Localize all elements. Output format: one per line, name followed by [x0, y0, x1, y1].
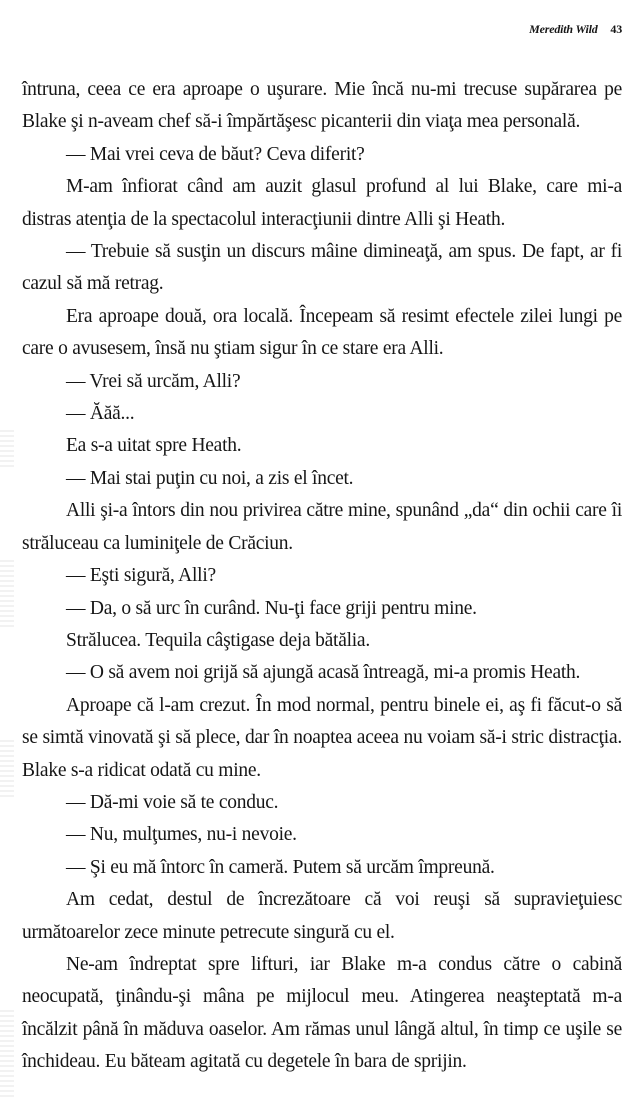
paragraph: Ne-am îndreptat spre lifturi, iar Blake m-a condus către o cabină neocupată, ţinându-şi mâna pe mijlocul meu. Atingerea neaşteptată m-a încălzit până în măduva oaselor. Am rămas unul lângă altul, în timp ce uşile se închideau. Eu băteam agitată cu degetele în bara de sprijin. — [22, 953, 622, 1073]
paragraph: întruna, ceea ce era aproape o uşurare. Mie încă nu-mi trecuse supărarea pe Blake şi n-aveam chef să-i împărtăşesc picanterii din viaţa mea personală. — [22, 79, 622, 133]
paragraph: — Eşti sigură, Alli? — [66, 565, 216, 587]
body-text — [22, 74, 622, 1079]
paragraph: Ea s-a uitat spre Heath. — [66, 435, 242, 457]
paragraph: — Dă-mi voie să te conduc. — [66, 791, 279, 813]
paragraph: — Mai stai puţin cu noi, a zis el încet. — [66, 467, 354, 489]
page-number: 43 — [610, 22, 622, 36]
paragraph: — Trebuie să susţin un discurs mâine dimineaţă, am spus. De fapt, ar fi cazul să mă retrag. — [22, 241, 622, 295]
scan-smudge — [0, 560, 14, 630]
paragraph: Strălucea. Tequila câştigase deja bătălia. — [66, 629, 370, 651]
paragraph: M-am înfiorat când am auzit glasul profund al lui Blake, care mi-a distras atenţia de la spectacolul interacţiunii dintre Alli şi Heath. — [22, 176, 622, 230]
paragraph: — Nu, mulţumes, nu-i nevoie. — [66, 824, 297, 846]
paragraph: Aproape că l-am crezut. În mod normal, pentru binele ei, aş fi făcut-o să se simtă vinovată şi să plece, dar în noaptea aceea nu voiam să-i stric distracţia. Blake s-a ridicat odată cu mine. — [22, 694, 622, 781]
paragraph: — O să avem noi grijă să ajungă acasă întreagă, mi-a promis Heath. — [66, 662, 581, 684]
header-author: Meredith Wild — [529, 22, 598, 36]
paragraph: — Mai vrei ceva de băut? Ceva diferit? — [66, 143, 365, 165]
running-header — [529, 22, 622, 37]
paragraph: — Şi eu mă întorc în cameră. Putem să urcăm împreună. — [66, 856, 495, 878]
paragraph: — Da, o să urc în curând. Nu-ţi face griji pentru mine. — [66, 597, 477, 619]
paragraph: Am cedat, destul de încrezătoare că voi reuşi să supravieţuiesc următoarelor zece minute petrecute singură cu el. — [22, 889, 622, 943]
paragraph: — Vrei să urcăm, Alli? — [66, 370, 241, 392]
paragraph: Era aproape două, ora locală. Începeam să resimt efectele zilei lungi pe care o avusesem, însă nu ştiam sigur în ce stare era Alli. — [22, 305, 622, 360]
scan-smudge — [0, 1010, 14, 1100]
scan-smudge — [0, 430, 14, 470]
scan-smudge — [0, 740, 14, 800]
paragraph: — Ăăă... — [66, 403, 135, 425]
paragraph: Alli şi-a întors din nou privirea către mine, spunând „da“ din ochii care îi străluceau ca luminiţele de Crăciun. — [22, 500, 622, 554]
